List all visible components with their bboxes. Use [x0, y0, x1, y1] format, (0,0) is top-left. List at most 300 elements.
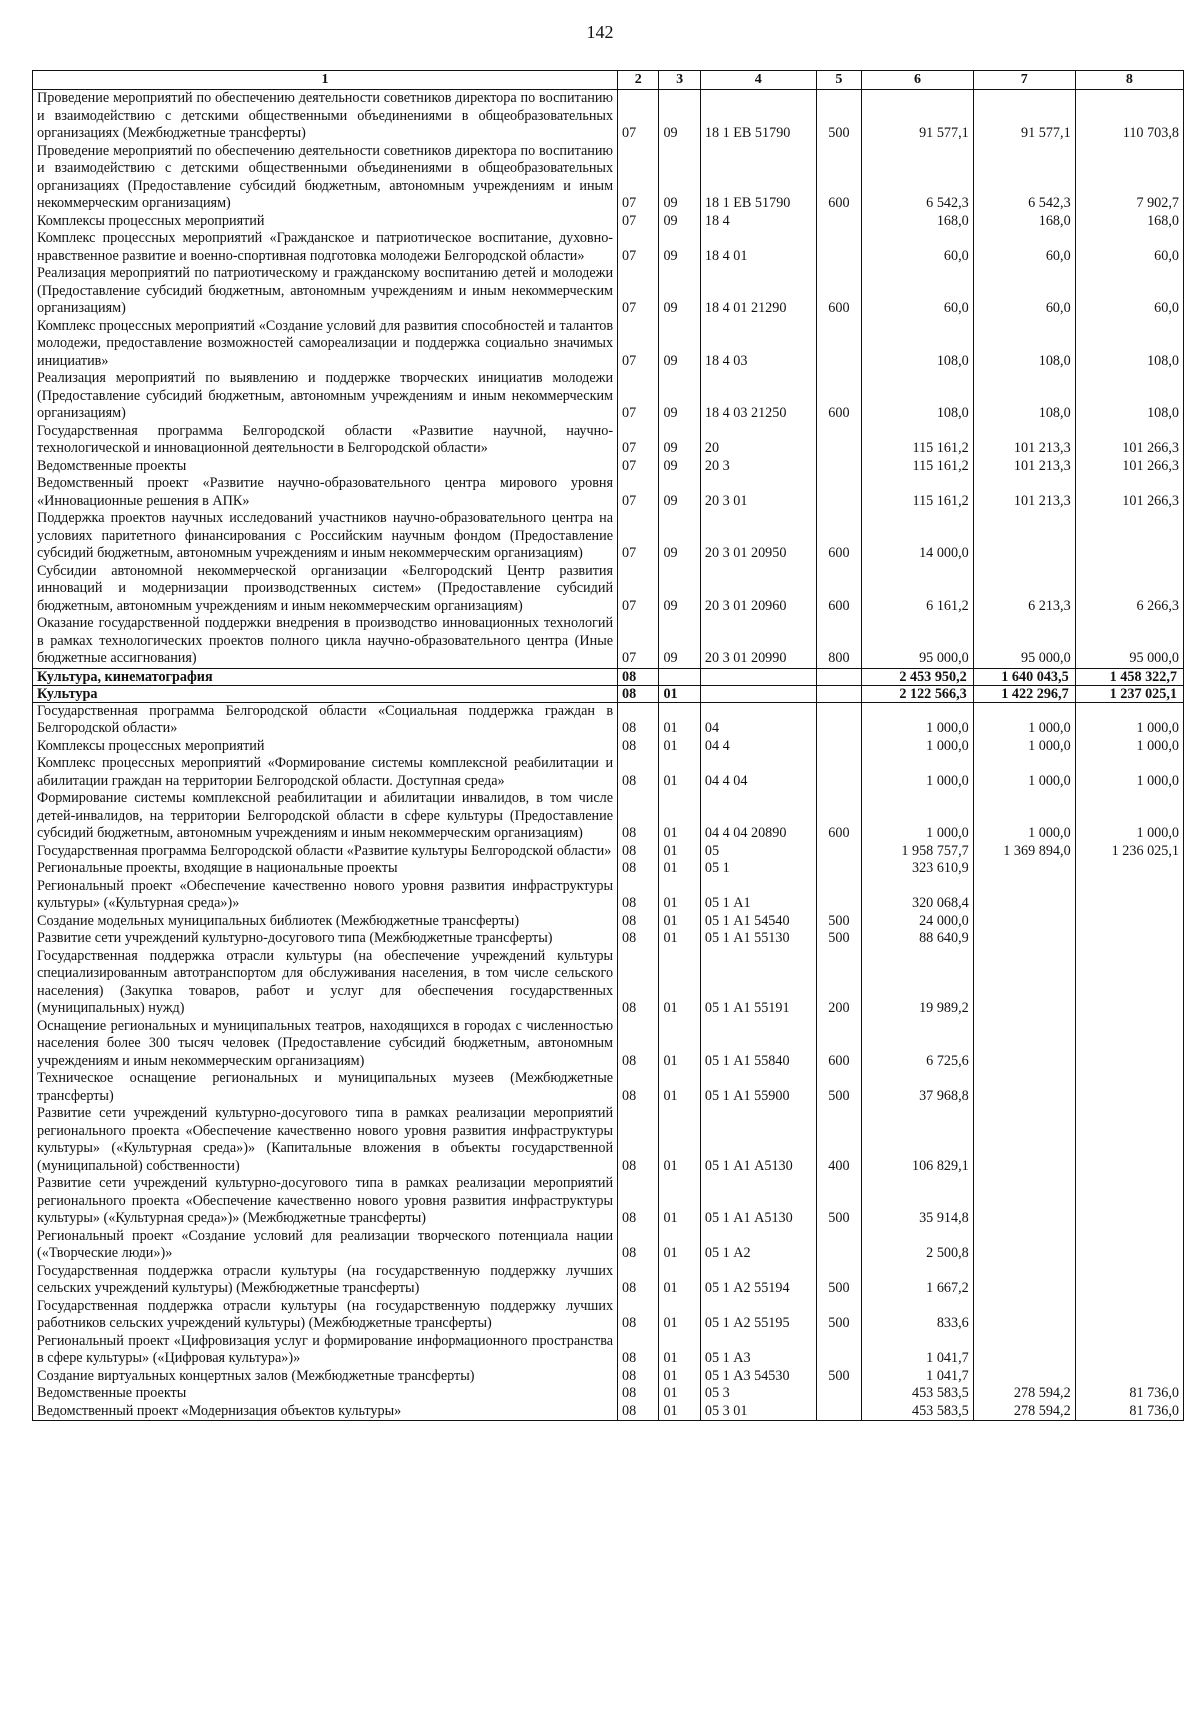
amount-col7-cell: 1 000,0: [973, 755, 1075, 790]
amount-col8-cell: [1075, 1368, 1183, 1386]
amount-col8-cell: [1075, 948, 1183, 1018]
amount-col7-cell: 108,0: [973, 318, 1075, 371]
amount-col8-cell: [1075, 1263, 1183, 1298]
amount-col6-cell: 6 725,6: [862, 1018, 973, 1071]
amount-col6-cell: 37 968,8: [862, 1070, 973, 1105]
table-row: [33, 1018, 1184, 1071]
expense-type-cell: [816, 755, 862, 790]
table-row: [33, 143, 1184, 213]
table-row: [33, 1105, 1184, 1175]
section-code-cell: 08: [618, 1263, 659, 1298]
section-code-cell: 08: [618, 1385, 659, 1403]
expense-type-cell: 500: [816, 930, 862, 948]
section-code-cell: 07: [618, 563, 659, 616]
section-code-cell: 08: [618, 843, 659, 861]
header-row: [33, 71, 1184, 90]
column-header: 6: [862, 71, 973, 90]
subsection-code-cell: 01: [659, 1298, 700, 1333]
table-row: [33, 213, 1184, 231]
table-row: [33, 843, 1184, 861]
section-code-cell: 07: [618, 615, 659, 668]
section-code-cell: 08: [618, 1333, 659, 1368]
amount-col8-cell: [1075, 1175, 1183, 1228]
section-code-cell: 07: [618, 370, 659, 423]
column-header: 8: [1075, 71, 1183, 90]
row-name-cell: Формирование системы комплексной реабилитации и абилитации инвалидов, в том числе детей-инвалидов, на территории Белгородской области в сфере культуры (Предоставление субсидий бюджетным, автономным учреждениям и иным некоммерческим организациям): [33, 790, 618, 843]
subsection-code-cell: 01: [659, 702, 700, 738]
amount-col6-cell: 108,0: [862, 370, 973, 423]
target-article-cell: 05 1 А1 А5130: [700, 1105, 816, 1175]
table-row: [33, 510, 1184, 563]
target-article-cell: 05: [700, 843, 816, 861]
expense-type-cell: [816, 702, 862, 738]
target-article-cell: 18 1 ЕВ 51790: [700, 90, 816, 143]
amount-col7-cell: [973, 860, 1075, 878]
table-row: [33, 370, 1184, 423]
section-code-cell: 08: [618, 1175, 659, 1228]
table-row: [33, 755, 1184, 790]
row-name-cell: Культура: [33, 685, 618, 702]
amount-col8-cell: 168,0: [1075, 213, 1183, 231]
amount-col8-cell: 1 000,0: [1075, 755, 1183, 790]
row-name-cell: Поддержка проектов научных исследований участников научно-образовательного центра на условиях паритетного финансирования с Российским научным фондом (Предоставление субсидий бюджетным, автономным учреждениям и иным некоммерческим организациям): [33, 510, 618, 563]
row-name-cell: Государственная программа Белгородской области «Развитие научной, научно-технологической и инновационной деятельности в Белгородской области»: [33, 423, 618, 458]
target-article-cell: 20 3: [700, 458, 816, 476]
amount-col6-cell: 91 577,1: [862, 90, 973, 143]
section-code-cell: 07: [618, 475, 659, 510]
expense-type-cell: 600: [816, 370, 862, 423]
amount-col6-cell: 6 542,3: [862, 143, 973, 213]
target-article-cell: 04 4 04 20890: [700, 790, 816, 843]
amount-col7-cell: [973, 1298, 1075, 1333]
expense-type-cell: [816, 1333, 862, 1368]
subsection-code-cell: [659, 668, 700, 685]
expense-type-cell: [816, 843, 862, 861]
subsection-code-cell: 09: [659, 510, 700, 563]
subsection-code-cell: 09: [659, 143, 700, 213]
subsection-code-cell: 01: [659, 1263, 700, 1298]
amount-col7-cell: 1 369 894,0: [973, 843, 1075, 861]
table-row: [33, 860, 1184, 878]
amount-col7-cell: 101 213,3: [973, 423, 1075, 458]
target-article-cell: 04 4: [700, 738, 816, 756]
amount-col6-cell: 2 500,8: [862, 1228, 973, 1263]
expense-type-cell: [816, 1228, 862, 1263]
target-article-cell: 05 1 А2 55194: [700, 1263, 816, 1298]
target-article-cell: 18 4 03 21250: [700, 370, 816, 423]
amount-col6-cell: 60,0: [862, 265, 973, 318]
amount-col7-cell: [973, 1175, 1075, 1228]
target-article-cell: 04: [700, 702, 816, 738]
amount-col7-cell: 60,0: [973, 265, 1075, 318]
subsection-code-cell: 09: [659, 230, 700, 265]
section-code-cell: 08: [618, 1070, 659, 1105]
amount-col6-cell: 115 161,2: [862, 475, 973, 510]
amount-col7-cell: 278 594,2: [973, 1403, 1075, 1421]
row-name-cell: Ведомственный проект «Развитие научно-образовательного центра мирового уровня «Инновационные решения в АПК»: [33, 475, 618, 510]
expense-type-cell: [816, 668, 862, 685]
row-name-cell: Комплекс процессных мероприятий «Создание условий для развития способностей и талантов молодежи, предоставление возможностей самореализации и поддержка социально значимых инициатив»: [33, 318, 618, 371]
row-name-cell: Ведомственные проекты: [33, 1385, 618, 1403]
row-name-cell: Региональный проект «Обеспечение качественно нового уровня развития инфраструктуры культуры» («Культурная среда»)»: [33, 878, 618, 913]
amount-col8-cell: [1075, 878, 1183, 913]
subsection-code-cell: 01: [659, 1333, 700, 1368]
subsection-code-cell: 01: [659, 685, 700, 702]
target-article-cell: 04 4 04: [700, 755, 816, 790]
column-header: 3: [659, 71, 700, 90]
expense-type-cell: 500: [816, 90, 862, 143]
row-name-cell: Комплексы процессных мероприятий: [33, 213, 618, 231]
amount-col7-cell: 1 422 296,7: [973, 685, 1075, 702]
column-header: 5: [816, 71, 862, 90]
amount-col7-cell: 1 000,0: [973, 790, 1075, 843]
table-body: [33, 90, 1184, 1421]
table-row: [33, 1385, 1184, 1403]
subsection-code-cell: 09: [659, 563, 700, 616]
row-name-cell: Создание виртуальных концертных залов (Межбюджетные трансферты): [33, 1368, 618, 1386]
amount-col6-cell: 35 914,8: [862, 1175, 973, 1228]
section-code-cell: 08: [618, 702, 659, 738]
subsection-code-cell: 01: [659, 1385, 700, 1403]
section-code-cell: 07: [618, 265, 659, 318]
section-code-cell: 08: [618, 668, 659, 685]
amount-col6-cell: 1 000,0: [862, 702, 973, 738]
amount-col6-cell: 1 000,0: [862, 790, 973, 843]
subsection-code-cell: 01: [659, 1403, 700, 1421]
column-header: 7: [973, 71, 1075, 90]
amount-col8-cell: 60,0: [1075, 230, 1183, 265]
section-code-cell: 07: [618, 510, 659, 563]
amount-col8-cell: 1 000,0: [1075, 702, 1183, 738]
section-code-cell: 08: [618, 1403, 659, 1421]
section-code-cell: 08: [618, 738, 659, 756]
row-name-cell: Комплекс процессных мероприятий «Формирование системы комплексной реабилитации и абилитации граждан на территории Белгородской области. Доступная среда»: [33, 755, 618, 790]
target-article-cell: 18 4: [700, 213, 816, 231]
amount-col8-cell: [1075, 1298, 1183, 1333]
table-row: [33, 615, 1184, 668]
expense-type-cell: 600: [816, 510, 862, 563]
amount-col6-cell: 115 161,2: [862, 458, 973, 476]
table-row: [33, 1403, 1184, 1421]
amount-col8-cell: 1 458 322,7: [1075, 668, 1183, 685]
expense-type-cell: 500: [816, 913, 862, 931]
table-row: [33, 738, 1184, 756]
amount-col7-cell: 1 640 043,5: [973, 668, 1075, 685]
expense-type-cell: [816, 423, 862, 458]
target-article-cell: 05 1 А3: [700, 1333, 816, 1368]
row-name-cell: Оснащение региональных и муниципальных театров, находящихся в городах с численностью населения более 300 тысяч человек (Предоставление субсидий бюджетным, автономным учреждениям и иным некоммерческим организациям): [33, 1018, 618, 1071]
section-code-cell: 07: [618, 318, 659, 371]
target-article-cell: 05 1 А2: [700, 1228, 816, 1263]
subsection-code-cell: 01: [659, 843, 700, 861]
amount-col8-cell: [1075, 1333, 1183, 1368]
row-name-cell: Региональные проекты, входящие в национальные проекты: [33, 860, 618, 878]
section-code-cell: 07: [618, 230, 659, 265]
section-code-cell: 08: [618, 790, 659, 843]
subsection-code-cell: 09: [659, 90, 700, 143]
budget-table: [32, 70, 1184, 1421]
amount-col7-cell: [973, 948, 1075, 1018]
row-name-cell: Реализация мероприятий по выявлению и поддержке творческих инициатив молодежи (Предоставление субсидий бюджетным, автономным учреждениям и иным некоммерческим организациям): [33, 370, 618, 423]
amount-col6-cell: 60,0: [862, 230, 973, 265]
row-name-cell: Развитие сети учреждений культурно-досугового типа в рамках реализации мероприятий регионального проекта «Обеспечение качественно нового уровня развития инфраструктуры культуры» («Культурная среда»)» (Капитальные вложения в объекты государственной (муниципальной) собственности): [33, 1105, 618, 1175]
amount-col8-cell: 1 237 025,1: [1075, 685, 1183, 702]
subsection-code-cell: 09: [659, 423, 700, 458]
page-number: 142: [586, 22, 614, 42]
amount-col8-cell: 1 000,0: [1075, 790, 1183, 843]
section-code-cell: 07: [618, 213, 659, 231]
amount-col8-cell: 81 736,0: [1075, 1385, 1183, 1403]
expense-type-cell: 500: [816, 1263, 862, 1298]
target-article-cell: 20: [700, 423, 816, 458]
expense-type-cell: 500: [816, 1298, 862, 1333]
amount-col7-cell: 278 594,2: [973, 1385, 1075, 1403]
table-row: [33, 702, 1184, 738]
column-header: 4: [700, 71, 816, 90]
subsection-code-cell: 01: [659, 738, 700, 756]
subsection-code-cell: 09: [659, 615, 700, 668]
amount-col7-cell: [973, 1333, 1075, 1368]
section-code-cell: 08: [618, 1228, 659, 1263]
row-name-cell: Культура, кинематография: [33, 668, 618, 685]
row-name-cell: Комплексы процессных мероприятий: [33, 738, 618, 756]
amount-col6-cell: 106 829,1: [862, 1105, 973, 1175]
amount-col6-cell: 453 583,5: [862, 1385, 973, 1403]
table-row-section: [33, 685, 1184, 702]
expense-type-cell: 800: [816, 615, 862, 668]
subsection-code-cell: 09: [659, 213, 700, 231]
amount-col6-cell: 1 958 757,7: [862, 843, 973, 861]
table-row: [33, 458, 1184, 476]
amount-col7-cell: [973, 913, 1075, 931]
amount-col7-cell: [973, 510, 1075, 563]
amount-col8-cell: 1 236 025,1: [1075, 843, 1183, 861]
table-row: [33, 1175, 1184, 1228]
amount-col7-cell: 101 213,3: [973, 475, 1075, 510]
amount-col8-cell: [1075, 510, 1183, 563]
subsection-code-cell: 01: [659, 755, 700, 790]
expense-type-cell: 500: [816, 1368, 862, 1386]
row-name-cell: Развитие сети учреждений культурно-досугового типа (Межбюджетные трансферты): [33, 930, 618, 948]
target-article-cell: 20 3 01 20960: [700, 563, 816, 616]
row-name-cell: Проведение мероприятий по обеспечению деятельности советников директора по воспитанию и взаимодействию с детскими общественными объединениями в общеобразовательных организациях (Предоставление субсидий бюджетным, автономным учреждениям и иным некоммерческим организациям): [33, 143, 618, 213]
table-row: [33, 475, 1184, 510]
target-article-cell: 05 1 А1 55130: [700, 930, 816, 948]
expense-type-cell: [816, 1385, 862, 1403]
section-code-cell: 07: [618, 458, 659, 476]
expense-type-cell: [816, 738, 862, 756]
target-article-cell: 20 3 01 20950: [700, 510, 816, 563]
section-code-cell: 08: [618, 913, 659, 931]
target-article-cell: 18 4 03: [700, 318, 816, 371]
row-name-cell: Техническое оснащение региональных и муниципальных музеев (Межбюджетные трансферты): [33, 1070, 618, 1105]
target-article-cell: [700, 668, 816, 685]
column-header: 2: [618, 71, 659, 90]
subsection-code-cell: 09: [659, 318, 700, 371]
subsection-code-cell: 01: [659, 860, 700, 878]
amount-col8-cell: [1075, 1105, 1183, 1175]
expense-type-cell: 500: [816, 1070, 862, 1105]
amount-col8-cell: [1075, 1070, 1183, 1105]
amount-col8-cell: 108,0: [1075, 370, 1183, 423]
expense-type-cell: [816, 475, 862, 510]
expense-type-cell: 500: [816, 1175, 862, 1228]
section-code-cell: 08: [618, 930, 659, 948]
subsection-code-cell: 01: [659, 948, 700, 1018]
amount-col7-cell: [973, 1105, 1075, 1175]
table-row: [33, 1263, 1184, 1298]
section-code-cell: 07: [618, 90, 659, 143]
amount-col7-cell: [973, 1368, 1075, 1386]
table-row: [33, 423, 1184, 458]
amount-col7-cell: [973, 1228, 1075, 1263]
expense-type-cell: [816, 458, 862, 476]
subsection-code-cell: 01: [659, 1105, 700, 1175]
amount-col7-cell: 6 542,3: [973, 143, 1075, 213]
target-article-cell: 05 1 А1 А5130: [700, 1175, 816, 1228]
row-name-cell: Региональный проект «Цифровизация услуг и формирование информационного пространства в сфере культуры» («Цифровая культура»)»: [33, 1333, 618, 1368]
section-code-cell: 08: [618, 1018, 659, 1071]
amount-col8-cell: 101 266,3: [1075, 423, 1183, 458]
expense-type-cell: [816, 878, 862, 913]
amount-col8-cell: 81 736,0: [1075, 1403, 1183, 1421]
target-article-cell: 05 1 А1 55900: [700, 1070, 816, 1105]
amount-col8-cell: [1075, 1018, 1183, 1071]
amount-col7-cell: 1 000,0: [973, 738, 1075, 756]
table-row: [33, 913, 1184, 931]
amount-col7-cell: 101 213,3: [973, 458, 1075, 476]
target-article-cell: 05 1 А1 55191: [700, 948, 816, 1018]
subsection-code-cell: 09: [659, 370, 700, 423]
row-name-cell: Комплекс процессных мероприятий «Гражданское и патриотическое воспитание, духовно-нравственное развитие и военно-спортивная подготовка молодежи Белгородской области»: [33, 230, 618, 265]
subsection-code-cell: 01: [659, 790, 700, 843]
amount-col6-cell: 833,6: [862, 1298, 973, 1333]
row-name-cell: Оказание государственной поддержки внедрения в производство инновационных технологий в рамках технологических проектов полного цикла научно-образовательного центра (Иные бюджетные ассигнования): [33, 615, 618, 668]
subsection-code-cell: 09: [659, 475, 700, 510]
subsection-code-cell: 01: [659, 913, 700, 931]
section-code-cell: 08: [618, 755, 659, 790]
amount-col7-cell: 6 213,3: [973, 563, 1075, 616]
amount-col8-cell: 60,0: [1075, 265, 1183, 318]
amount-col6-cell: 2 122 566,3: [862, 685, 973, 702]
expense-type-cell: [816, 860, 862, 878]
target-article-cell: 20 3 01: [700, 475, 816, 510]
amount-col8-cell: 101 266,3: [1075, 475, 1183, 510]
expense-type-cell: 600: [816, 265, 862, 318]
amount-col8-cell: [1075, 913, 1183, 931]
row-name-cell: Создание модельных муниципальных библиотек (Межбюджетные трансферты): [33, 913, 618, 931]
expense-type-cell: 400: [816, 1105, 862, 1175]
section-code-cell: 08: [618, 860, 659, 878]
section-code-cell: 08: [618, 878, 659, 913]
target-article-cell: 20 3 01 20990: [700, 615, 816, 668]
amount-col7-cell: [973, 878, 1075, 913]
amount-col8-cell: 1 000,0: [1075, 738, 1183, 756]
table-row: [33, 318, 1184, 371]
amount-col8-cell: 95 000,0: [1075, 615, 1183, 668]
amount-col6-cell: 323 610,9: [862, 860, 973, 878]
target-article-cell: 05 1: [700, 860, 816, 878]
row-name-cell: Ведомственный проект «Модернизация объектов культуры»: [33, 1403, 618, 1421]
amount-col7-cell: [973, 1070, 1075, 1105]
table-row: [33, 563, 1184, 616]
target-article-cell: 18 4 01: [700, 230, 816, 265]
amount-col6-cell: 6 161,2: [862, 563, 973, 616]
table-row: [33, 1333, 1184, 1368]
row-name-cell: Государственная поддержка отрасли культуры (на обеспечение учреждений культуры специализированным автотранспортом для обслуживания населения, в том числе сельского населения) (Закупка товаров, работ и услуг для обеспечения государственных (муниципальных) нужд): [33, 948, 618, 1018]
amount-col6-cell: 24 000,0: [862, 913, 973, 931]
target-article-cell: 05 3: [700, 1385, 816, 1403]
target-article-cell: 18 4 01 21290: [700, 265, 816, 318]
section-code-cell: 08: [618, 1368, 659, 1386]
amount-col6-cell: 14 000,0: [862, 510, 973, 563]
amount-col7-cell: [973, 930, 1075, 948]
expense-type-cell: 200: [816, 948, 862, 1018]
section-code-cell: 07: [618, 143, 659, 213]
subsection-code-cell: 01: [659, 1018, 700, 1071]
amount-col8-cell: 7 902,7: [1075, 143, 1183, 213]
target-article-cell: 05 1 А2 55195: [700, 1298, 816, 1333]
amount-col6-cell: 2 453 950,2: [862, 668, 973, 685]
table-row: [33, 790, 1184, 843]
amount-col8-cell: [1075, 1228, 1183, 1263]
subsection-code-cell: 09: [659, 458, 700, 476]
column-header: 1: [33, 71, 618, 90]
target-article-cell: [700, 685, 816, 702]
section-code-cell: 08: [618, 685, 659, 702]
table-row: [33, 90, 1184, 143]
amount-col8-cell: 101 266,3: [1075, 458, 1183, 476]
expense-type-cell: 600: [816, 143, 862, 213]
amount-col8-cell: 108,0: [1075, 318, 1183, 371]
subsection-code-cell: 01: [659, 1368, 700, 1386]
table-row: [33, 1368, 1184, 1386]
target-article-cell: 05 1 А1 55840: [700, 1018, 816, 1071]
amount-col7-cell: 168,0: [973, 213, 1075, 231]
section-code-cell: 08: [618, 948, 659, 1018]
expense-type-cell: 600: [816, 1018, 862, 1071]
table-row: [33, 930, 1184, 948]
target-article-cell: 05 1 А1: [700, 878, 816, 913]
table-row: [33, 1298, 1184, 1333]
subsection-code-cell: 09: [659, 265, 700, 318]
amount-col8-cell: 6 266,3: [1075, 563, 1183, 616]
amount-col6-cell: 115 161,2: [862, 423, 973, 458]
amount-col7-cell: 60,0: [973, 230, 1075, 265]
amount-col7-cell: 1 000,0: [973, 702, 1075, 738]
amount-col6-cell: 88 640,9: [862, 930, 973, 948]
row-name-cell: Государственная поддержка отрасли культуры (на государственную поддержку лучших сельских учреждений культуры) (Межбюджетные трансферты): [33, 1263, 618, 1298]
section-code-cell: 08: [618, 1298, 659, 1333]
target-article-cell: 05 1 А1 54540: [700, 913, 816, 931]
amount-col7-cell: 108,0: [973, 370, 1075, 423]
amount-col7-cell: 95 000,0: [973, 615, 1075, 668]
amount-col6-cell: 453 583,5: [862, 1403, 973, 1421]
amount-col6-cell: 320 068,4: [862, 878, 973, 913]
row-name-cell: Развитие сети учреждений культурно-досугового типа в рамках реализации мероприятий регионального проекта «Обеспечение качественно нового уровня развития инфраструктуры культуры» («Культурная среда»)» (Межбюджетные трансферты): [33, 1175, 618, 1228]
table-row-section: [33, 668, 1184, 685]
amount-col7-cell: [973, 1263, 1075, 1298]
subsection-code-cell: 01: [659, 930, 700, 948]
target-article-cell: 05 3 01: [700, 1403, 816, 1421]
row-name-cell: Реализация мероприятий по патриотическому и гражданскому воспитанию детей и молодежи (Предоставление субсидий бюджетным, автономным учреждениям и иным некоммерческим организациям): [33, 265, 618, 318]
table-row: [33, 1070, 1184, 1105]
section-code-cell: 08: [618, 1105, 659, 1175]
amount-col6-cell: 95 000,0: [862, 615, 973, 668]
expense-type-cell: 600: [816, 790, 862, 843]
row-name-cell: Государственная поддержка отрасли культуры (на государственную поддержку лучших работников сельских учреждений культуры) (Межбюджетные трансферты): [33, 1298, 618, 1333]
target-article-cell: 18 1 ЕВ 51790: [700, 143, 816, 213]
